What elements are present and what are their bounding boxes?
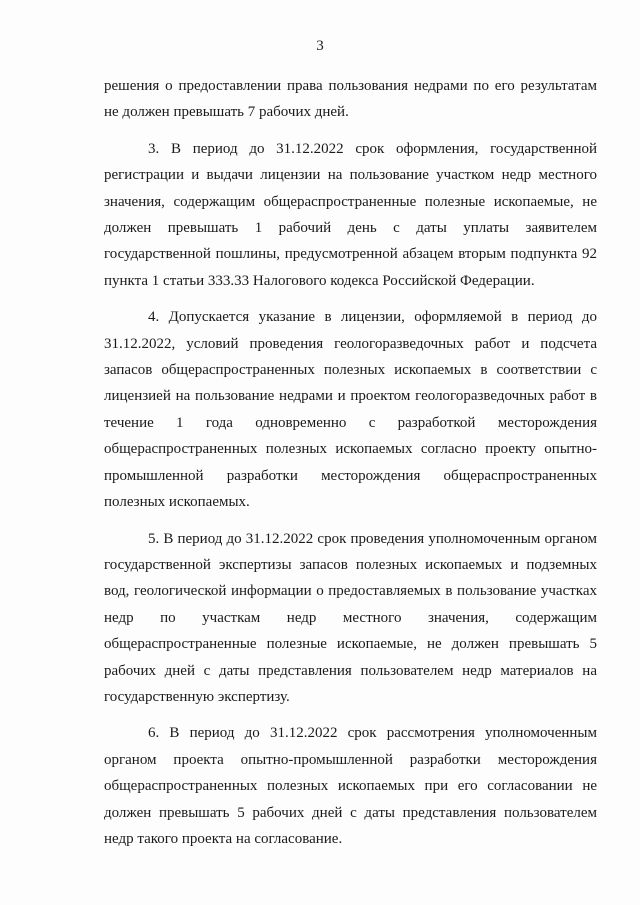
document-body	[104, 73, 597, 862]
paragraph-item-6: 6. В период до 31.12.2022 срок рассмотрения уполномоченным органом проекта опытно-промышленной разработки месторождения общераспространенных полезных ископаемых при его согласовании не должен превышать 5 рабочих дней с даты представления пользователем недр такого проекта на согласование.	[104, 725, 597, 847]
paragraph-item-5: 5. В период до 31.12.2022 срок проведения уполномоченным органом государственной экспертизы запасов полезных ископаемых и подземных вод, геологической информации о предоставляемых в пользование участках недр по участкам недр местного значения, содержащим общераспространенные полезные ископаемые, не должен превышать 5 рабочих дней с даты представления пользователем недр материалов на государственную экспертизу.	[104, 530, 597, 705]
paragraph-item-4: 4. Допускается указание в лицензии, оформляемой в период до 31.12.2022, условий проведения геологоразведочных работ и подсчета запасов общераспространенных полезных ископаемых в соответствии с лицензией на пользование недрами и проектом геологоразведочных работ в течение 1 года одновременно с разработкой месторождения общераспространенных полезных ископаемых согласно проекту опытно-промышленной разработки месторождения общераспространенных полезных ископаемых.	[104, 309, 597, 511]
paragraph-continuation: решения о предоставлении права пользования недрами по его результатам не должен превышать 7 рабочих дней.	[104, 78, 597, 121]
paragraph-item-3: 3. В период до 31.12.2022 срок оформления, государственной регистрации и выдачи лицензии на пользование участком недр местного значения, содержащим общераспространенные полезные ископаемые, не должен превышать 1 рабочий день с даты уплаты заявителем государственной пошлины, предусмотренной абзацем вторым подпункта 92 пункта 1 статьи 333.33 Налогового кодекса Российской Федерации.	[104, 140, 597, 289]
page-number: 3	[316, 38, 324, 54]
